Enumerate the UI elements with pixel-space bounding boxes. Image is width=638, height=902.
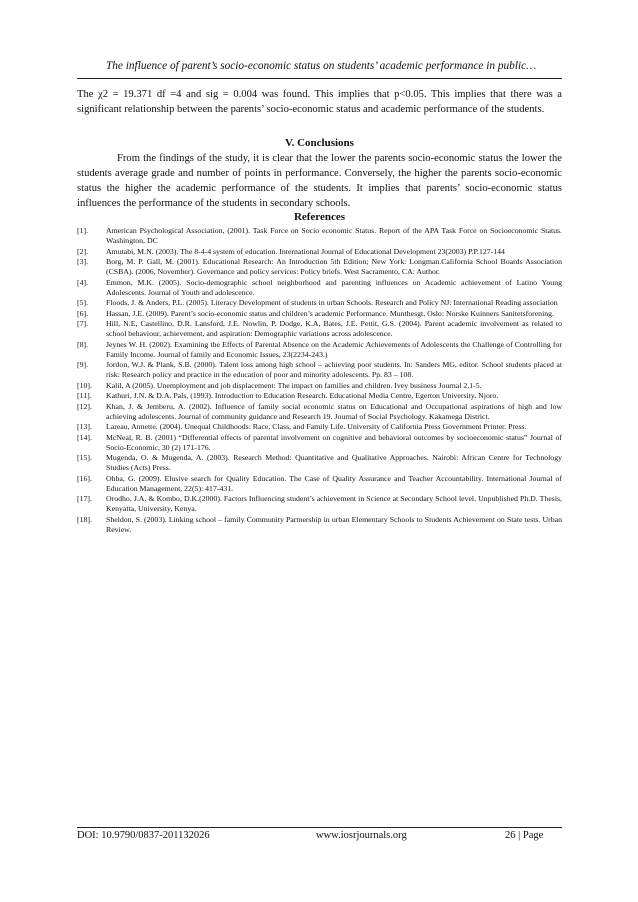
reference-item bbox=[77, 474, 562, 494]
reference-item bbox=[77, 391, 562, 401]
reference-number: [11]. bbox=[77, 391, 92, 400]
reference-number: [6]. bbox=[77, 308, 89, 318]
reference-text: Ohba, G. (2009). Elusive search for Quality Education. The Case of Quality Assurance and Teacher Accountability. International Journal of Education Management, 22(5): 417-431. bbox=[106, 473, 562, 493]
reference-text: Emmon, M.K. (2005). Socio-demographic school neighborhood and parenting influences on Academic achievement of Latino Young Adolescents. Journal of Youth and adolescence. bbox=[106, 277, 562, 297]
reference-number: [4]. bbox=[77, 277, 89, 287]
reference-number: [5]. bbox=[77, 298, 89, 307]
reference-text: Lareau, Annette. (2004). Unequal Childhoods: Race, Class, and Family Life. University of California Press Government Printer. Press. bbox=[106, 422, 527, 431]
reference-number: [13]. bbox=[77, 422, 92, 431]
footer-page-number: 26 | Page bbox=[505, 830, 544, 841]
references-heading: References bbox=[293, 211, 346, 223]
reference-text: Jordon, W.J. & Plank, S.B. (2000). Talent loss among high school – achieving poor students. In: Sanders MG, editor. School students placed at risk: Research policy and practice in the education of poor and minority adolescents. Pp. 83 – 108. bbox=[106, 360, 562, 379]
reference-text: Jeynes W. H. (2002). Examining the Effects of Parental Absence on the Academic Achievements of Adolescents the Challenge of Controlling for Family Income. Journal of family and Economic Issues, 23(2234-243.) bbox=[106, 339, 562, 359]
reference-item bbox=[77, 494, 562, 514]
reference-item bbox=[77, 453, 562, 473]
reference-item bbox=[77, 309, 562, 319]
reference-number: [10]. bbox=[77, 380, 92, 390]
reference-text: Hill, N.E, Castellino, D.R. Lansford, J.E. Nowlin, P, Dodge, K.A, Bates, J.E. Pettit, G.S. (2004). Parent academic involvement as related to school behaviour, achievement, and aspiration: Demographic variations across adolescence. bbox=[106, 319, 562, 338]
reference-item bbox=[77, 422, 562, 432]
reference-text: Hassan, J.E. (2009). Parent’s socio-economic status and children’s academic Performance. Munthesgt, Oslo: Norske Kuinners Sanitetsforening. bbox=[106, 308, 554, 318]
reference-text: Mugenda, O. & Mugenda, A. (2003). Research Method: Quantitative and Qualitative Approaches. Nairobi: African Centre for Technology Studies (Acts) Press. bbox=[106, 453, 562, 472]
footer-divider bbox=[77, 827, 562, 828]
reference-number: [17]. bbox=[77, 494, 92, 503]
conclusions-heading: V. Conclusions bbox=[285, 137, 354, 149]
reference-text: Orodho, J.A. & Kombo, D.K.(2000). Factors Influencing student’s achievement in Science at Secondary School level. Unpublished Ph.D. Thesis, Kenyatta, University, Kenya. bbox=[106, 494, 562, 513]
reference-text: Sheldon, S. (2003). Linking school – family Community Partnership in urban Elementary Schools to Students Achievement on State tests. Urban Review. bbox=[106, 514, 562, 534]
reference-number: [8]. bbox=[77, 339, 89, 349]
running-title: The influence of parent’s socio-economic status on students’ academic performance in public… bbox=[106, 60, 537, 72]
reference-text: McNeal, R. B. (2001) “Differential effects of parental involvement on cognitive and behavioral outcomes by socioeconomic status” Journal of Socio-Economic, 30 (2) 171-176. bbox=[106, 432, 562, 452]
reference-item bbox=[77, 515, 562, 535]
intro-paragraph: The χ2 = 19.371 df =4 and sig = 0.004 was found. This implies that p<0.05. This implies that there was a significant relationship between the parents’ socio-economic status and academic performance of the students. bbox=[77, 89, 562, 115]
reference-item bbox=[77, 257, 562, 277]
reference-item bbox=[77, 278, 562, 298]
reference-number: [16]. bbox=[77, 473, 92, 483]
footer-doi: DOI: 10.9790/0837-201132026 bbox=[77, 830, 210, 841]
reference-number: [1]. bbox=[77, 226, 89, 235]
reference-item bbox=[77, 402, 562, 422]
footer-website-link[interactable]: www.iosrjournals.org bbox=[316, 830, 407, 841]
reference-text: Amutabi, M.N. (2003). The 8-4-4 system of education. International Journal of Educational Development 23(2003) P.P.127-144 bbox=[106, 246, 505, 256]
header-divider bbox=[77, 78, 562, 79]
reference-item bbox=[77, 247, 562, 257]
reference-number: [18]. bbox=[77, 514, 92, 524]
reference-item bbox=[77, 226, 562, 246]
reference-item bbox=[77, 319, 562, 339]
references-list bbox=[77, 226, 562, 535]
reference-text: American Psychological Association, (2001). Task Force on Socio economic Status. Report of the APA Task Force on Socioeconomic Status. Washington, DC bbox=[106, 226, 562, 245]
reference-item bbox=[77, 433, 562, 453]
reference-number: [9]. bbox=[77, 360, 89, 369]
reference-text: Floods, J. & Anders, P.L. (2005). Literacy Development of students in urban Schools. Research and Policy NJ: International Reading association bbox=[106, 298, 558, 307]
reference-number: [14]. bbox=[77, 432, 92, 442]
reference-text: Kathuri, J.N. & D.A. Pals, (1993). Introduction to Education Research. Educational Media Centre, Egerton University, Njoro. bbox=[106, 391, 499, 400]
reference-item bbox=[77, 340, 562, 360]
reference-item bbox=[77, 381, 562, 391]
reference-number: [2]. bbox=[77, 246, 89, 256]
conclusions-paragraph: From the findings of the study, it is clear that the lower the parents socio-economic status the lower the students average grade and number of points in performance. Conversely, the higher the parents socio-economic status the higher the academic performance of the students. It implies that parents’ socio-economic status influences the performance of the students in secondary schools. bbox=[77, 153, 562, 209]
reference-number: [3]. bbox=[77, 257, 89, 266]
reference-number: [12]. bbox=[77, 401, 92, 411]
reference-item bbox=[77, 298, 562, 308]
reference-item bbox=[77, 360, 562, 380]
reference-number: [15]. bbox=[77, 453, 92, 462]
reference-number: [7]. bbox=[77, 319, 89, 328]
reference-text: Kalil, A (2005). Unemployment and job displacement: The impact on families and children. Ivey business Journal 2,1-5. bbox=[106, 380, 482, 390]
reference-text: Khan, J. & Jemberu, A. (2002). Influence of family social economic status on Educational and Occupational aspirations of high and low achieving adolescents. Journal of community guidance and Research 19. Journal of Social Psychology. Kakamega District. bbox=[106, 401, 562, 421]
reference-text: Borg, M. P. Gall, M. (2001). Educational Research: An Introduction 5th Edition; New York: Longman.California School Boards Association (CSBA). (2006, November). Governance and policy services: Policy briefs. West Sacramento, CA: Author. bbox=[106, 257, 562, 276]
